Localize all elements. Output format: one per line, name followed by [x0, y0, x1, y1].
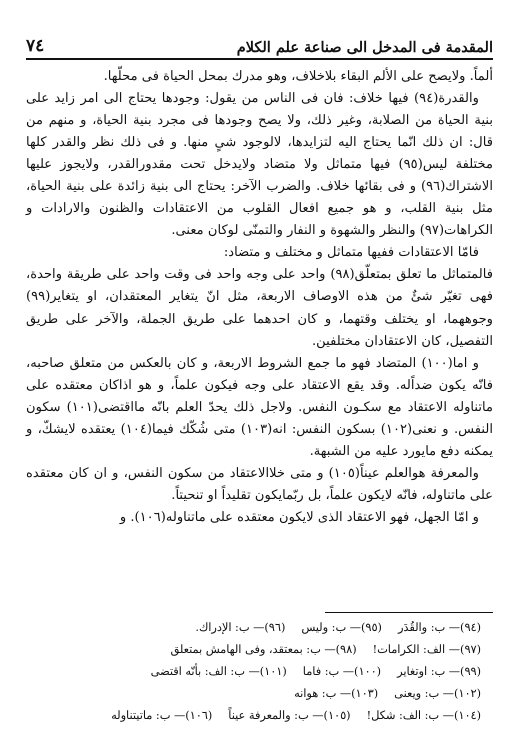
footnotes — [26, 617, 481, 727]
paragraph: فامّا الاعتقادات ففيها متماثل و مختلف و متضاد: — [223, 245, 479, 261]
footnote: (٩٨)— ب: بمعتقد، وفى الهامش بمتعلق — [170, 643, 357, 656]
footnote-separator — [325, 612, 493, 613]
paragraph: و اما(١٠٠) المتضاد فهو ما جمع الشروط الاربعة، و كان بالعكس من متعلق صاحبه، فانّه يكون ضداًله. وقد يقع الاعتقاد على وجه فيكون علماً، و هو اذاكان معتقده على ماتناوله الاعتقاد مع سكـون النفس. ولاجل ذلك يحدّ العلم بانّه مااقتضى(١٠١) سكون النفس. و نعنى(١٠٢) بسكون النفس: انه(١٠٣) متى شُكّك فيما(١٠٤) يعتقده لايشكّ، و يمكنه دفع مايورد عليه من الشبهة. — [26, 355, 494, 459]
footnote: (١٠١)— ب: الف: بأنّه اقتضى — [150, 665, 287, 678]
main-text — [26, 66, 493, 529]
footnote-row — [26, 661, 481, 683]
page-number: ٧٤ — [26, 36, 45, 56]
footnote-row — [26, 683, 481, 705]
footnote: (١٠٥)— ب: والمعرفة عيناً — [228, 709, 351, 722]
footnote: (١٠٠)— ب: فاما — [302, 665, 382, 678]
footnote: (١٠٦)— ب: ماتيتناوله — [111, 709, 213, 722]
footnote: (٩٩)— ب: اوتغاير — [397, 665, 481, 678]
paragraph: والقدرة(٩٤) فيها خلاف: فان فى الناس من يقول: وجودها يحتاج الى امر زايد على بنية الحياة من الصلابة، وغير ذلك، ولا يصح وجودها فى مجرد بنية الحياة، و منهم من قال: ان ذلك انّما يحتاج اليه لتزايدها، لالوجود شىٍ منها. و فى ذلك نظر والقدر كلها مختلفة ليس(٩٥) فيها متماثل ولا متضاد ولايدخل تحت مقدورالقدر، ولايجوز عليها الاشتراك(٩٦) و فى بقائها خلاف. والضرب الآخر: يحتاج الى بنية زائدة على بنية الحياة، مثل بنية القلب، و هو جميع افعال القلوب من الاعتقادات والظنون والارادات و الكراهات(٩٧) والنظر والشهوة و النفار والتمنّى لوكان معنى. — [26, 91, 493, 239]
running-title: المقدمة فى المدخل الى صناعة علم الكلام — [236, 39, 493, 56]
footnote-row — [26, 639, 481, 661]
paragraph: ألماً. ولايصح على الألم البقاء بلاخلاف، وهو مدرك بمحل الحياة فى محلّها. — [103, 69, 493, 84]
paragraph: فالمتماثل ما تعلق بمتعلّق(٩٨) واحد على وجه واحد فى وقت واحد على طريقة واحدة، فهى تغيّر شئٌ من هذه الاوصاف الاربعة، مثل انّ يتغاير المعتقدان، او يتغاير(٩٩) وجوههما، او يختلف وقتهما، و كان احدهما على طريق الجملة، والآخر على طريق التفصيل، كان الاعتقادان مختلفين. — [26, 267, 493, 349]
footnote: (٩٦)— ب: الإدراك. — [195, 621, 286, 634]
footnote: (١٠٤)— ب: الف: شكل! — [366, 709, 481, 722]
paragraph: و امّا الجهل، فهو الاعتقاد الذى لايكون معتقده على ماتناوله(١٠٦). و — [119, 509, 479, 525]
footnote: (٩٤)— ب: والقُدَر — [397, 621, 481, 634]
footnote: (١٠٢)— ب: ويعنى — [394, 687, 481, 700]
footnote: (٩٧)— الف: الكرامات! — [372, 643, 481, 656]
footnote-row — [26, 705, 481, 727]
footnote-row — [26, 617, 481, 639]
paragraph: والمعرفة هوالعلم عيناً(١٠٥) و متى خلاالاعتقاد من سكون النفس، و ان كان معتقده على ماتناوله، فانّه لايكون علماً، بل ربّمايكون تقليداً او تنحيتاً. — [26, 465, 493, 503]
running-header — [26, 30, 493, 60]
footnote: (٩٥)— ب: وليس — [301, 621, 382, 634]
footnote: (١٠٣)— ب: هوانه — [294, 687, 379, 700]
